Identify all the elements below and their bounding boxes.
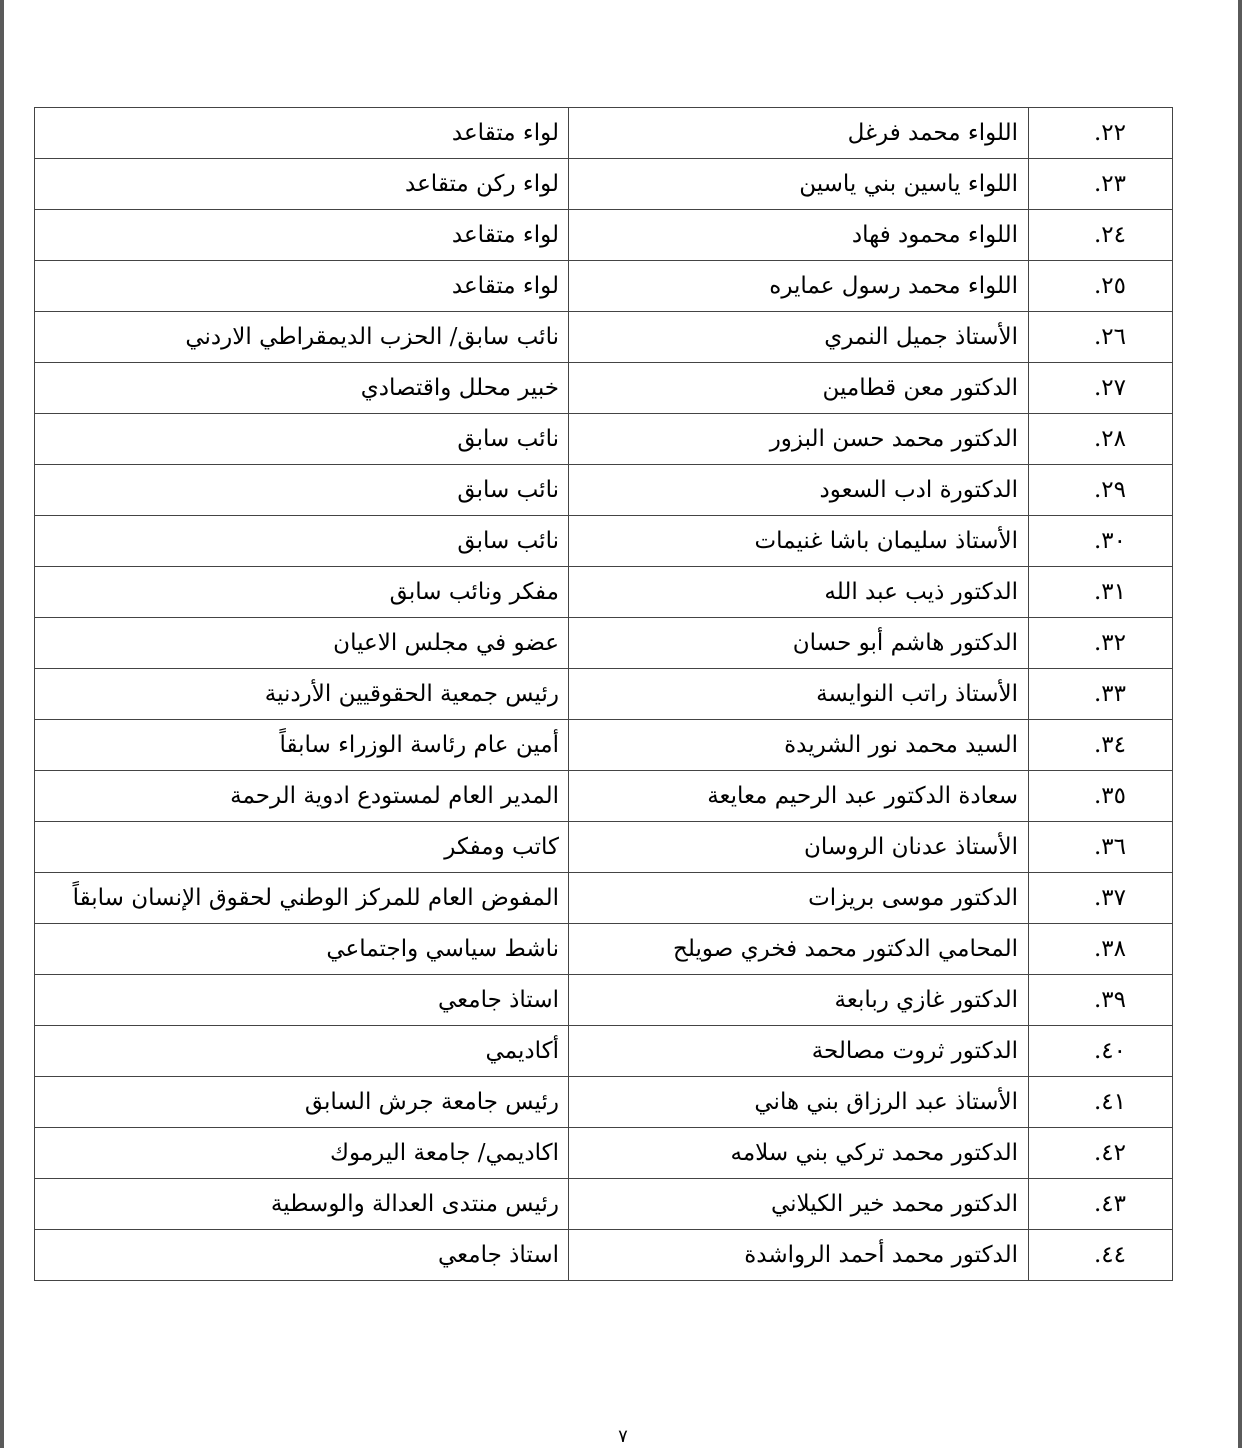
table-row (35, 771, 1173, 822)
row-number: ٣١. (1029, 567, 1173, 618)
table-row (35, 669, 1173, 720)
person-title: نائب سابق/ الحزب الديمقراطي الاردني (35, 312, 569, 363)
person-title: رئيس جامعة جرش السابق (35, 1077, 569, 1128)
table-row (35, 1026, 1173, 1077)
person-title: نائب سابق (35, 414, 569, 465)
person-title: لواء متقاعد (35, 210, 569, 261)
person-title: مفكر ونائب سابق (35, 567, 569, 618)
person-name: اللواء محمد فرغل (569, 108, 1029, 159)
table-row (35, 210, 1173, 261)
table-row (35, 618, 1173, 669)
person-name: سعادة الدكتور عبد الرحيم معايعة (569, 771, 1029, 822)
table-row (35, 363, 1173, 414)
person-title: المفوض العام للمركز الوطني لحقوق الإنسان سابقاً (35, 873, 569, 924)
row-number: ٤٤. (1029, 1230, 1173, 1281)
row-number: ٤٢. (1029, 1128, 1173, 1179)
person-name: الأستاذ سليمان باشا غنيمات (569, 516, 1029, 567)
row-number: ٣٦. (1029, 822, 1173, 873)
person-title: اكاديمي/ جامعة اليرموك (35, 1128, 569, 1179)
table-row (35, 720, 1173, 771)
row-number: ٣٢. (1029, 618, 1173, 669)
row-number: ٤٣. (1029, 1179, 1173, 1230)
row-number: ٣٠. (1029, 516, 1173, 567)
row-number: ٢٩. (1029, 465, 1173, 516)
table-row (35, 1077, 1173, 1128)
row-number: ٣٨. (1029, 924, 1173, 975)
person-title: استاذ جامعي (35, 975, 569, 1026)
person-name: الدكتور محمد تركي بني سلامه (569, 1128, 1029, 1179)
person-title: لواء متقاعد (35, 108, 569, 159)
person-name: اللواء محمود فهاد (569, 210, 1029, 261)
person-title: عضو في مجلس الاعيان (35, 618, 569, 669)
person-name: الدكتور هاشم أبو حسان (569, 618, 1029, 669)
person-name: الدكتور ثروت مصالحة (569, 1026, 1029, 1077)
page-edge-right (1238, 0, 1242, 1448)
person-name: الدكتور موسى بريزات (569, 873, 1029, 924)
roster-table-container (34, 107, 1172, 1281)
person-name: الدكتور محمد حسن البزور (569, 414, 1029, 465)
person-title: نائب سابق (35, 516, 569, 567)
person-name: اللواء محمد رسول عمايره (569, 261, 1029, 312)
person-title: لواء متقاعد (35, 261, 569, 312)
person-name: الأستاذ راتب النوايسة (569, 669, 1029, 720)
table-row (35, 1179, 1173, 1230)
row-number: ٢٤. (1029, 210, 1173, 261)
person-title: خبير محلل واقتصادي (35, 363, 569, 414)
person-title: لواء ركن متقاعد (35, 159, 569, 210)
table-row (35, 312, 1173, 363)
person-title: رئيس جمعية الحقوقيين الأردنية (35, 669, 569, 720)
person-name: الأستاذ عدنان الروسان (569, 822, 1029, 873)
row-number: ٤٠. (1029, 1026, 1173, 1077)
person-title: رئيس منتدى العدالة والوسطية (35, 1179, 569, 1230)
page-edge-left (0, 0, 4, 1448)
person-name: الدكتور محمد خير الكيلاني (569, 1179, 1029, 1230)
person-name: السيد محمد نور الشريدة (569, 720, 1029, 771)
person-name: الدكتور ذيب عبد الله (569, 567, 1029, 618)
row-number: ٢٢. (1029, 108, 1173, 159)
table-row (35, 414, 1173, 465)
table-row (35, 567, 1173, 618)
table-row (35, 1230, 1173, 1281)
person-name: الأستاذ عبد الرزاق بني هاني (569, 1077, 1029, 1128)
row-number: ٢٦. (1029, 312, 1173, 363)
person-name: الأستاذ جميل النمري (569, 312, 1029, 363)
person-title: نائب سابق (35, 465, 569, 516)
row-number: ٢٨. (1029, 414, 1173, 465)
person-name: الدكتور معن قطامين (569, 363, 1029, 414)
row-number: ٣٩. (1029, 975, 1173, 1026)
row-number: ٢٥. (1029, 261, 1173, 312)
row-number: ٤١. (1029, 1077, 1173, 1128)
person-name: الدكتورة ادب السعود (569, 465, 1029, 516)
row-number: ٢٣. (1029, 159, 1173, 210)
person-name: الدكتور غازي ربابعة (569, 975, 1029, 1026)
person-title: أكاديمي (35, 1026, 569, 1077)
person-title: المدير العام لمستودع ادوية الرحمة (35, 771, 569, 822)
row-number: ٣٤. (1029, 720, 1173, 771)
row-number: ٢٧. (1029, 363, 1173, 414)
table-row (35, 108, 1173, 159)
page-number-text: ٧ (618, 1426, 628, 1447)
person-title: ناشط سياسي واجتماعي (35, 924, 569, 975)
row-number: ٣٣. (1029, 669, 1173, 720)
table-row (35, 1128, 1173, 1179)
person-name: الدكتور محمد أحمد الرواشدة (569, 1230, 1029, 1281)
person-title: كاتب ومفكر (35, 822, 569, 873)
table-row (35, 924, 1173, 975)
person-name: المحامي الدكتور محمد فخري صويلح (569, 924, 1029, 975)
table-row (35, 975, 1173, 1026)
roster-table (34, 107, 1173, 1281)
table-row (35, 261, 1173, 312)
table-row (35, 873, 1173, 924)
table-row (35, 516, 1173, 567)
person-title: استاذ جامعي (35, 1230, 569, 1281)
page-number (0, 1428, 1242, 1446)
person-name: اللواء ياسين بني ياسين (569, 159, 1029, 210)
table-row (35, 822, 1173, 873)
row-number: ٣٥. (1029, 771, 1173, 822)
roster-table-body (35, 108, 1173, 1281)
table-row (35, 159, 1173, 210)
person-title: أمين عام رئاسة الوزراء سابقاً (35, 720, 569, 771)
table-row (35, 465, 1173, 516)
row-number: ٣٧. (1029, 873, 1173, 924)
